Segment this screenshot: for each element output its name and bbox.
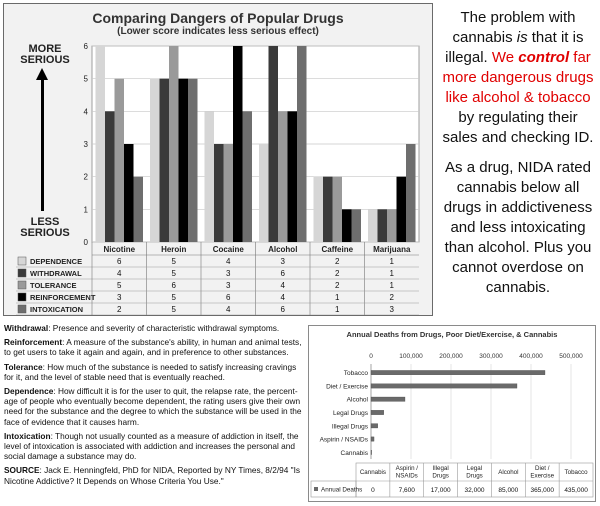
y-tick-label: 3 (83, 140, 88, 149)
y-category-label: Illegal Drugs (331, 423, 368, 431)
chart-subtitle: (Lower score indicates less serious effect) (117, 26, 319, 37)
table-cell-value: 4 (280, 281, 285, 290)
definitions-block (4, 323, 302, 490)
definition-text: : Though not usually counted as a measure of addiction in itself, the level of intoxication is associated with addiction and increases the personal and social damage a substance may do. (4, 430, 299, 462)
definition-term: Tolerance (4, 361, 43, 372)
table-header: Drugs (466, 472, 483, 480)
bar-reinforcement-heroin (179, 79, 189, 242)
legend-label: WITHDRAWAL (30, 269, 82, 278)
table-cell-value: 4 (226, 257, 231, 266)
commentary-text (440, 8, 596, 308)
legend-label: REINFORCEMENT (30, 293, 96, 302)
table-cell-value: 1 (389, 257, 394, 266)
commentary-highlight-part: We (491, 49, 519, 66)
bar-tolerance-alcohol (278, 111, 288, 242)
legend-swatch-intoxication (18, 305, 26, 313)
legend-swatch-reinforcement (18, 293, 26, 301)
bar-intoxication-heroin (188, 79, 198, 242)
chart-title: Comparing Dangers of Popular Drugs (92, 10, 344, 26)
table-cell-value: 7,600 (398, 487, 415, 494)
definition-dependence (4, 386, 302, 427)
table-cell-value: 6 (226, 293, 231, 302)
bar-reinforcement-nicotine (124, 144, 134, 242)
bar-withdrawal-heroin (160, 79, 170, 242)
table-cell-value: 17,000 (430, 487, 451, 494)
legend-label: DEPENDENCE (30, 257, 83, 266)
table-cell-value: 3 (117, 293, 122, 302)
commentary-paragraph-2: As a drug, NIDA rated cannabis below all drugs in addictiveness and less intoxicating than alcohol. Plus you cannot overdose on cannabis. (443, 159, 593, 296)
table-cell-value: 2 (117, 305, 122, 314)
legend-label: TOLERANCE (30, 281, 77, 290)
x-category-label: Heroin (161, 245, 187, 254)
legend-swatch-annual-deaths (314, 487, 318, 491)
bar-aspirin-nsaids (371, 437, 374, 441)
bar-reinforcement-alcohol (288, 111, 298, 242)
bar-tolerance-caffeine (333, 177, 343, 242)
axis-bottom-label: LESS SERIOUS (20, 216, 70, 239)
y-category-label: Tobacco (343, 370, 368, 378)
table-cell-value: 4 (117, 269, 122, 278)
bar-dependence-heroin (150, 79, 160, 242)
table-cell-value: 85,000 (498, 487, 519, 494)
bar-withdrawal-marijuana (378, 209, 388, 242)
bar-dependence-caffeine (314, 177, 324, 242)
table-header: Exercise (530, 472, 555, 480)
drug-dangers-bar-chart (4, 4, 432, 315)
y-tick-label: 1 (83, 205, 88, 215)
x-tick-label: 100,000 (399, 353, 423, 360)
bar-intoxication-caffeine (352, 209, 362, 242)
table-header: Legal (466, 465, 483, 472)
table-header: Drugs (432, 472, 449, 480)
commentary-text-part: that it is illegal. (445, 29, 584, 66)
table-cell-value: 6 (280, 269, 285, 278)
x-category-label: Marijuana (373, 245, 411, 254)
legend-swatch-withdrawal (18, 269, 26, 277)
table-cell-value: 365,000 (530, 487, 554, 494)
bar-dependence-cocaine (205, 111, 215, 242)
bar-reinforcement-cocaine (233, 46, 243, 242)
y-tick-label: 2 (83, 172, 88, 182)
y-category-label: Legal Drugs (332, 410, 368, 417)
bar-withdrawal-cocaine (214, 144, 224, 242)
table-cell-value: 2 (335, 257, 340, 266)
y-category-label: Cannabis (340, 449, 368, 457)
definition-term: Intoxication (4, 430, 51, 441)
y-category-label: Diet / Exercise (326, 383, 368, 391)
definition-term: Dependence (4, 386, 54, 397)
table-cell-value: 1 (389, 281, 394, 290)
table-cell-value: 5 (171, 269, 176, 278)
table-cell-value: 6 (280, 305, 285, 314)
table-header: Illegal (432, 465, 449, 472)
bar-reinforcement-marijuana (397, 177, 407, 242)
table-header: Aspirin / (395, 465, 418, 472)
bar-alcohol (371, 397, 405, 401)
bar-withdrawal-caffeine (323, 177, 333, 242)
table-cell-value: 6 (117, 257, 122, 266)
bar-withdrawal-nicotine (105, 111, 115, 242)
table-cell-value: 1 (389, 269, 394, 278)
table-cell-value: 5 (171, 305, 176, 314)
annual-deaths-bar-chart (309, 326, 595, 501)
bar-dependence-nicotine (96, 46, 106, 242)
definition-intoxication (4, 431, 302, 462)
bar-tobacco (371, 370, 545, 374)
table-cell-value: 1 (335, 305, 340, 314)
table-cell-value: 3 (389, 305, 394, 314)
table-cell-value: 6 (171, 281, 176, 290)
x-tick-label: 400,000 (519, 353, 543, 360)
bar-withdrawal-alcohol (269, 46, 279, 242)
source-text: : Jack E. Henningfeld, PhD for NIDA, Reported by NY Times, 8/2/94 "Is Nicotine Addictive? It Depends on Whose Criteria You Use." (4, 465, 301, 486)
definition-text: : A measure of the substance's ability, in human and animal tests, to get users to take it again and again, and in preference to other substances. (4, 337, 302, 358)
bar-tolerance-heroin (169, 46, 179, 242)
y-tick-label: 0 (83, 238, 88, 247)
table-header: Alcohol (498, 469, 519, 476)
x-category-label: Caffeine (321, 245, 354, 254)
x-category-label: Alcohol (268, 245, 298, 254)
table-cell-value: 2 (389, 293, 394, 302)
commentary-emphasis: is (516, 29, 528, 46)
chart-title: Annual Deaths from Drugs, Poor Diet/Exercise, & Cannabis (346, 330, 558, 339)
bar-intoxication-alcohol (297, 46, 307, 242)
bar-legal-drugs (371, 410, 384, 414)
legend-label: Annual Deaths (321, 486, 363, 494)
source-citation (4, 465, 302, 485)
table-cell-value: 0 (371, 487, 375, 494)
bar-dependence-alcohol (259, 144, 269, 242)
y-category-label: Alcohol (346, 396, 368, 404)
table-header: Tobacco (564, 469, 588, 476)
definition-text: : Presence and severity of characteristic withdrawal symptoms. (48, 323, 280, 333)
definition-withdrawal (4, 323, 302, 333)
bar-illegal-drugs (371, 424, 378, 428)
table-cell-value: 5 (171, 257, 176, 266)
commentary-paragraph-1 (440, 8, 596, 148)
table-header: Diet / (534, 465, 550, 472)
x-tick-label: 200,000 (439, 353, 463, 360)
commentary-highlight-part: far more dangerous drugs like alcohol & tobacco (442, 49, 594, 106)
bar-intoxication-cocaine (243, 111, 253, 242)
table-cell-value: 3 (280, 257, 285, 266)
table-cell-value: 4 (226, 305, 231, 314)
x-tick-label: 0 (369, 353, 373, 360)
bar-tolerance-nicotine (115, 79, 125, 242)
commentary-control-emphasis: control (518, 49, 570, 66)
annual-deaths-chart-panel (308, 325, 596, 502)
definition-reinforcement (4, 337, 302, 357)
table-cell-value: 5 (171, 293, 176, 302)
y-tick-label: 6 (83, 42, 88, 51)
bar-reinforcement-caffeine (342, 209, 352, 242)
axis-top-label: MORE SERIOUS (20, 43, 70, 66)
table-cell-value: 3 (226, 281, 231, 290)
bar-intoxication-marijuana (406, 144, 416, 242)
y-category-label: Aspirin / NSAIDs (319, 436, 368, 444)
definition-text: : How much of the substance is needed to satisfy increasing cravings for it, and the level of stable need that is eventually reached. (4, 361, 297, 382)
definition-term: Reinforcement (4, 337, 63, 348)
x-category-label: Nicotine (103, 245, 136, 254)
bar-dependence-marijuana (368, 209, 378, 242)
x-category-label: Cocaine (212, 245, 244, 254)
y-tick-label: 4 (83, 107, 88, 117)
definition-term: Withdrawal (4, 323, 49, 333)
table-cell-value: 435,000 (564, 487, 588, 494)
table-cell-value: 1 (335, 293, 340, 302)
table-header: NSAIDs (395, 472, 418, 480)
definition-text: : How difficult it is for the user to quit, the relapse rate, the percent-age of people who eventually become dependent, the rating users give their own need for the substance and the degree to which the substance will be used in the face of evidence that it causes harm. (4, 386, 302, 427)
definition-tolerance (4, 362, 302, 382)
table-cell-value: 3 (226, 269, 231, 278)
bar-intoxication-nicotine (134, 177, 144, 242)
legend-swatch-dependence (18, 257, 26, 265)
source-term: SOURCE (4, 465, 40, 476)
commentary-text-part: The problem with cannabis (452, 9, 576, 46)
table-cell-value: 32,000 (464, 487, 485, 494)
y-tick-label: 5 (83, 74, 88, 84)
table-cell-value: 4 (280, 293, 285, 302)
table-cell-value: 5 (117, 281, 122, 290)
x-tick-label: 300,000 (479, 353, 503, 360)
table-cell-value: 2 (335, 269, 340, 278)
bar-cannabis (371, 450, 372, 454)
legend-swatch-tolerance (18, 281, 26, 289)
bar-tolerance-cocaine (224, 144, 234, 242)
commentary-text-part: by regulating their sales and checking ID. (442, 109, 594, 146)
table-header: Cannabis (359, 469, 387, 476)
bar-diet-exercise (371, 384, 517, 388)
drug-dangers-chart-panel (3, 3, 433, 316)
legend-label: INTOXICATION (30, 305, 84, 314)
table-cell-value: 2 (335, 281, 340, 290)
x-tick-label: 500,000 (559, 353, 583, 360)
bar-tolerance-marijuana (387, 209, 397, 242)
